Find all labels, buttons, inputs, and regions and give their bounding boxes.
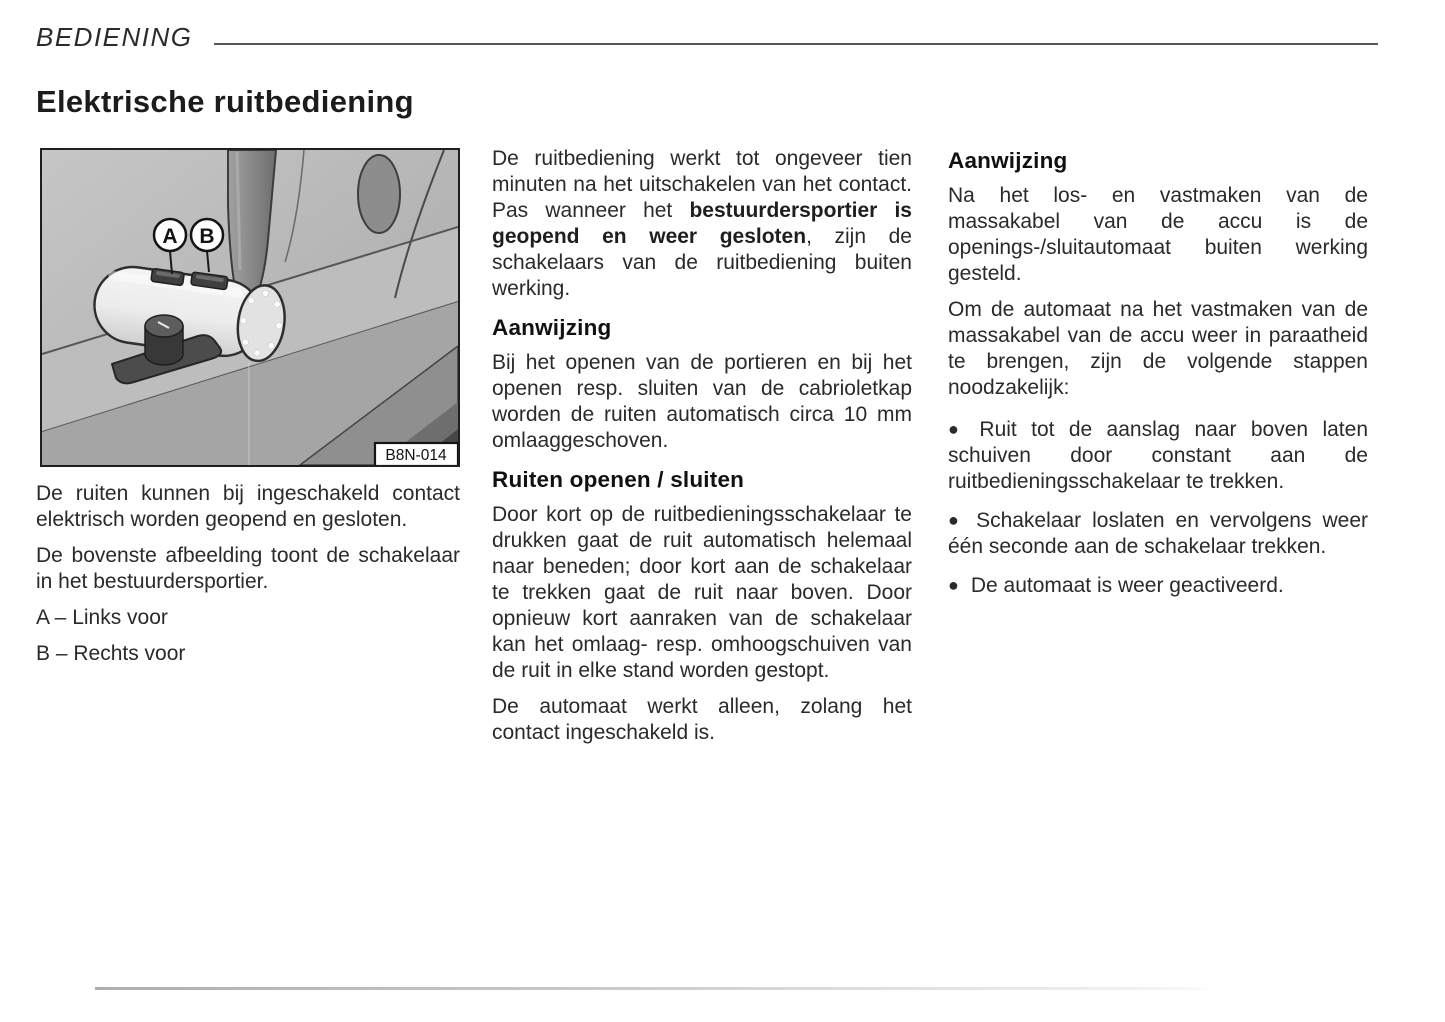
handle-recess-oval bbox=[358, 155, 400, 233]
steps-list bbox=[948, 417, 1368, 599]
list-item-text: Ruit tot de aanslag naar boven laten schuiven door constant aan de ruitbedieningsschakelaar te trekken. bbox=[948, 418, 1368, 493]
page-bottom-rule bbox=[95, 987, 1207, 990]
figure-caption-1: De ruiten kunnen bij ingeschakeld contact elektrisch worden geopend en gesloten. bbox=[36, 482, 460, 531]
heading-ruiten-openen-sluiten: Ruiten openen / sluiten bbox=[492, 467, 745, 492]
left-column bbox=[36, 148, 460, 677]
paragraph-om-de-automaat: Om de automaat na het vastmaken van de massakabel van de accu weer in paraatheid te brengen, zijn de volgende stappen noodzakelijk: bbox=[948, 298, 1368, 399]
right-column bbox=[948, 146, 1368, 612]
paragraph-automaat-werkt: De automaat werkt alleen, zolang het contact ingeschakeld is. bbox=[492, 695, 912, 744]
figure-legend-b: B – Rechts voor bbox=[36, 642, 186, 665]
figure-code-label: B8N-014 bbox=[385, 447, 447, 464]
callout-a-label: A bbox=[162, 225, 178, 248]
door-handle-illustration bbox=[42, 150, 458, 465]
callout-b-label: B bbox=[199, 225, 215, 248]
header-rule bbox=[214, 43, 1378, 45]
paragraph-bold-text: bestuurdersportier is geopend en weer gesloten bbox=[492, 199, 912, 248]
list-item bbox=[948, 508, 1368, 560]
figure-legend-a: A – Links voor bbox=[36, 606, 168, 629]
door-handle-figure bbox=[40, 148, 460, 467]
figure-caption-2: De bovenste afbeelding toont de schakelaar in het bestuurdersportier. bbox=[36, 544, 460, 593]
list-item-text: De automaat is weer geactiveerd. bbox=[970, 574, 1284, 597]
paragraph-ruitbediening-werkt bbox=[492, 146, 912, 302]
bullet-icon: ● bbox=[948, 510, 965, 530]
bullet-icon: ● bbox=[948, 419, 968, 439]
figure-caption-block bbox=[36, 481, 460, 667]
list-item-text: Schakelaar loslaten en vervolgens weer één seconde aan de schakelaar trekken. bbox=[948, 509, 1368, 558]
paragraph-text: , zijn de schakelaars van de ruitbediening buiten werking. bbox=[492, 225, 912, 300]
heading-aanwijzing-middle: Aanwijzing bbox=[492, 315, 612, 340]
list-item bbox=[948, 417, 1368, 495]
heading-aanwijzing-right: Aanwijzing bbox=[948, 148, 1068, 173]
paragraph-door-kort: Door kort op de ruitbedieningsschakelaar te drukken gaat de ruit automatisch helemaal naar beneden; door kort aan de schakelaar te trekken gaat de ruit naar boven. Door opnieuw kort aanraken van de schakelaar kan het omlaag- resp. omhoogschuiven van de ruit in elke stand worden gestopt. bbox=[492, 503, 912, 682]
middle-column bbox=[492, 146, 912, 756]
section-header: BEDIENING bbox=[36, 22, 193, 52]
paragraph-massakabel: Na het los- en vastmaken van de massakabel van de accu is de openings-/sluitautomaat buiten werking gesteld. bbox=[948, 184, 1368, 285]
list-item bbox=[948, 573, 1368, 599]
paragraph-bij-het-openen: Bij het openen van de portieren en bij het openen resp. sluiten van de cabrioletkap worden de ruiten automatisch circa 10 mm omlaaggeschoven. bbox=[492, 351, 912, 452]
bullet-icon: ● bbox=[948, 575, 959, 595]
page-title: Elektrische ruitbediening bbox=[36, 84, 414, 119]
paragraph-text: De ruitbediening werkt tot ongeveer tien minuten na het uitschakelen van het contact. Pas wanneer het bbox=[492, 147, 912, 222]
